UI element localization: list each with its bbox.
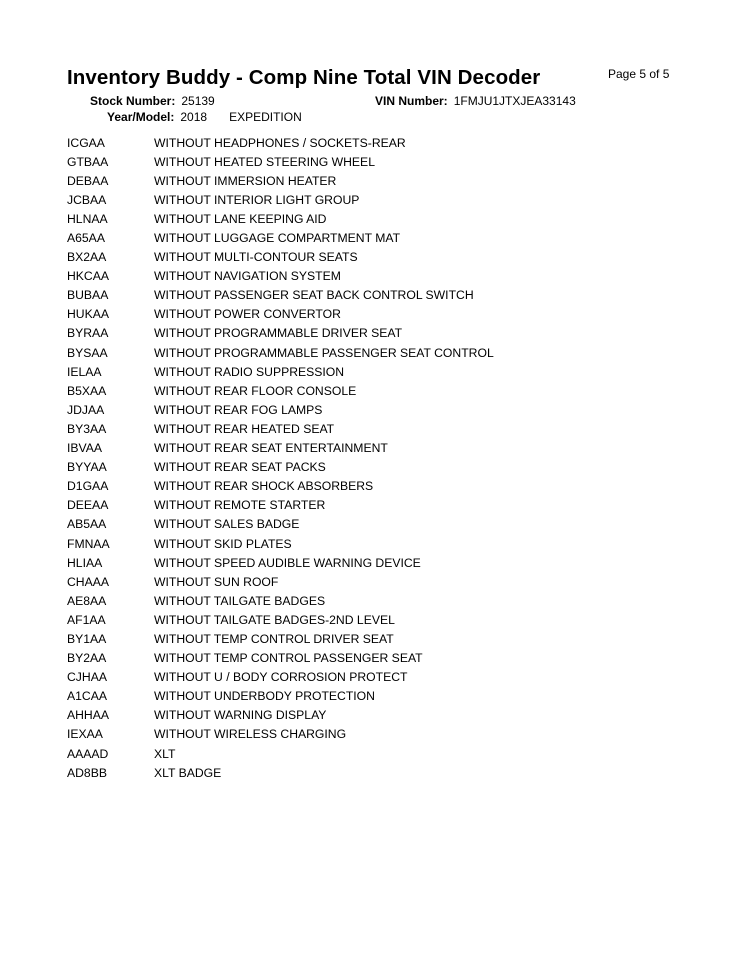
- option-code: D1GAA: [67, 479, 109, 494]
- list-item: [67, 515, 494, 534]
- option-description: WITHOUT HEATED STEERING WHEEL: [154, 154, 375, 169]
- option-description: WITHOUT WIRELESS CHARGING: [154, 727, 347, 742]
- option-description: WITHOUT UNDERBODY PROTECTION: [154, 689, 375, 704]
- list-item: [67, 381, 494, 400]
- option-description: WITHOUT MULTI-CONTOUR SEATS: [154, 250, 358, 265]
- option-description: WITHOUT REAR SEAT PACKS: [154, 460, 326, 475]
- list-item: [67, 439, 494, 458]
- list-item: [67, 324, 494, 343]
- option-code: IBVAA: [67, 441, 102, 456]
- option-description: WITHOUT REAR FOG LAMPS: [154, 402, 323, 417]
- option-code: IELAA: [67, 364, 102, 379]
- list-item: [67, 496, 494, 515]
- option-code: AF1AA: [67, 612, 106, 627]
- option-code: A1CAA: [67, 689, 107, 704]
- option-description: WITHOUT REMOTE STARTER: [154, 498, 326, 513]
- option-description: WITHOUT LUGGAGE COMPARTMENT MAT: [154, 231, 401, 246]
- year-value: 2018: [180, 110, 208, 124]
- option-description: XLT BADGE: [154, 765, 222, 780]
- option-description: WITHOUT NAVIGATION SYSTEM: [154, 269, 341, 284]
- option-code: HUKAA: [67, 307, 109, 322]
- option-description: WITHOUT TAILGATE BADGES: [154, 593, 326, 608]
- vin-number-label: VIN Number:: [375, 94, 448, 108]
- option-description: WITHOUT WARNING DISPLAY: [154, 708, 327, 723]
- stock-number-field: [90, 94, 215, 108]
- option-code: HLNAA: [67, 211, 108, 226]
- option-code: IEXAA: [67, 727, 103, 742]
- stock-number-value: 25139: [181, 94, 215, 108]
- option-code: AAAAD: [67, 746, 109, 761]
- option-description: XLT: [154, 746, 176, 761]
- option-description: WITHOUT TEMP CONTROL DRIVER SEAT: [154, 631, 394, 646]
- option-code: AHHAA: [67, 708, 109, 723]
- option-code: BUBAA: [67, 288, 109, 303]
- option-code: AD8BB: [67, 765, 107, 780]
- option-code: BY1AA: [67, 631, 107, 646]
- option-code: A65AA: [67, 231, 105, 246]
- list-item: [67, 687, 494, 706]
- option-description: WITHOUT REAR FLOOR CONSOLE: [154, 383, 357, 398]
- list-item: [67, 591, 494, 610]
- list-item: [67, 553, 494, 572]
- option-description: WITHOUT RADIO SUPPRESSION: [154, 364, 345, 379]
- option-code: HLIAA: [67, 555, 103, 570]
- year-model-field: [107, 110, 302, 124]
- option-description: WITHOUT LANE KEEPING AID: [154, 211, 327, 226]
- option-code: BX2AA: [67, 250, 107, 265]
- option-code: BY2AA: [67, 651, 107, 666]
- list-item: [67, 610, 494, 629]
- list-item: [67, 190, 494, 209]
- list-item: [67, 668, 494, 687]
- option-code: CHAAA: [67, 574, 109, 589]
- option-code: BYSAA: [67, 345, 108, 360]
- list-item: [67, 343, 494, 362]
- list-item: [67, 209, 494, 228]
- option-description: WITHOUT IMMERSION HEATER: [154, 173, 337, 188]
- option-description: WITHOUT U / BODY CORROSION PROTECT: [154, 670, 408, 685]
- list-item: [67, 572, 494, 591]
- option-description: WITHOUT PROGRAMMABLE PASSENGER SEAT CONTROL: [154, 345, 494, 360]
- list-item: [67, 649, 494, 668]
- option-code: DEBAA: [67, 173, 109, 188]
- option-description: WITHOUT POWER CONVERTOR: [154, 307, 341, 322]
- page-number: Page 5 of 5: [608, 67, 670, 81]
- list-item: [67, 171, 494, 190]
- option-code: ICGAA: [67, 135, 105, 150]
- list-item: [67, 458, 494, 477]
- list-item: [67, 286, 494, 305]
- option-code: CJHAA: [67, 670, 107, 685]
- vin-number-value: 1FMJU1JTXJEA33143: [453, 94, 576, 108]
- list-item: [67, 133, 494, 152]
- list-item: [67, 267, 494, 286]
- option-code: BY3AA: [67, 421, 107, 436]
- option-code: GTBAA: [67, 154, 109, 169]
- list-item: [67, 744, 494, 763]
- list-item: [67, 763, 494, 782]
- option-description: WITHOUT TEMP CONTROL PASSENGER SEAT: [154, 651, 423, 666]
- option-description: WITHOUT SPEED AUDIBLE WARNING DEVICE: [154, 555, 421, 570]
- list-item: [67, 477, 494, 496]
- list-item: [67, 305, 494, 324]
- list-item: [67, 152, 494, 171]
- list-item: [67, 248, 494, 267]
- option-code: DEEAA: [67, 498, 109, 513]
- option-description: WITHOUT SUN ROOF: [154, 574, 279, 589]
- option-code: JDJAA: [67, 402, 105, 417]
- option-description: WITHOUT REAR SEAT ENTERTAINMENT: [154, 441, 388, 456]
- option-description: WITHOUT TAILGATE BADGES-2ND LEVEL: [154, 612, 395, 627]
- list-item: [67, 725, 494, 744]
- list-item: [67, 706, 494, 725]
- list-item: [67, 362, 494, 381]
- option-code: B5XAA: [67, 383, 107, 398]
- model-value: EXPEDITION: [229, 110, 302, 124]
- option-code: JCBAA: [67, 192, 107, 207]
- vin-number-field: [375, 94, 576, 108]
- list-item: [67, 228, 494, 247]
- option-description: WITHOUT REAR SHOCK ABSORBERS: [154, 479, 374, 494]
- option-code: AE8AA: [67, 593, 107, 608]
- list-item: [67, 629, 494, 648]
- option-description: WITHOUT REAR HEATED SEAT: [154, 421, 335, 436]
- option-code-list: [67, 133, 494, 782]
- list-item: [67, 400, 494, 419]
- option-description: WITHOUT PROGRAMMABLE DRIVER SEAT: [154, 326, 403, 341]
- option-description: WITHOUT SKID PLATES: [154, 536, 292, 551]
- option-code: FMNAA: [67, 536, 110, 551]
- option-code: HKCAA: [67, 269, 109, 284]
- list-item: [67, 419, 494, 438]
- option-description: WITHOUT INTERIOR LIGHT GROUP: [154, 192, 360, 207]
- option-description: WITHOUT PASSENGER SEAT BACK CONTROL SWITCH: [154, 288, 474, 303]
- option-description: WITHOUT HEADPHONES / SOCKETS-REAR: [154, 135, 406, 150]
- page-title: Inventory Buddy - Comp Nine Total VIN Decoder: [67, 66, 541, 89]
- option-code: BYYAA: [67, 460, 107, 475]
- option-description: WITHOUT SALES BADGE: [154, 517, 300, 532]
- option-code: BYRAA: [67, 326, 109, 341]
- list-item: [67, 534, 494, 553]
- option-code: AB5AA: [67, 517, 107, 532]
- year-model-label: Year/Model:: [107, 110, 175, 124]
- stock-number-label: Stock Number:: [90, 94, 176, 108]
